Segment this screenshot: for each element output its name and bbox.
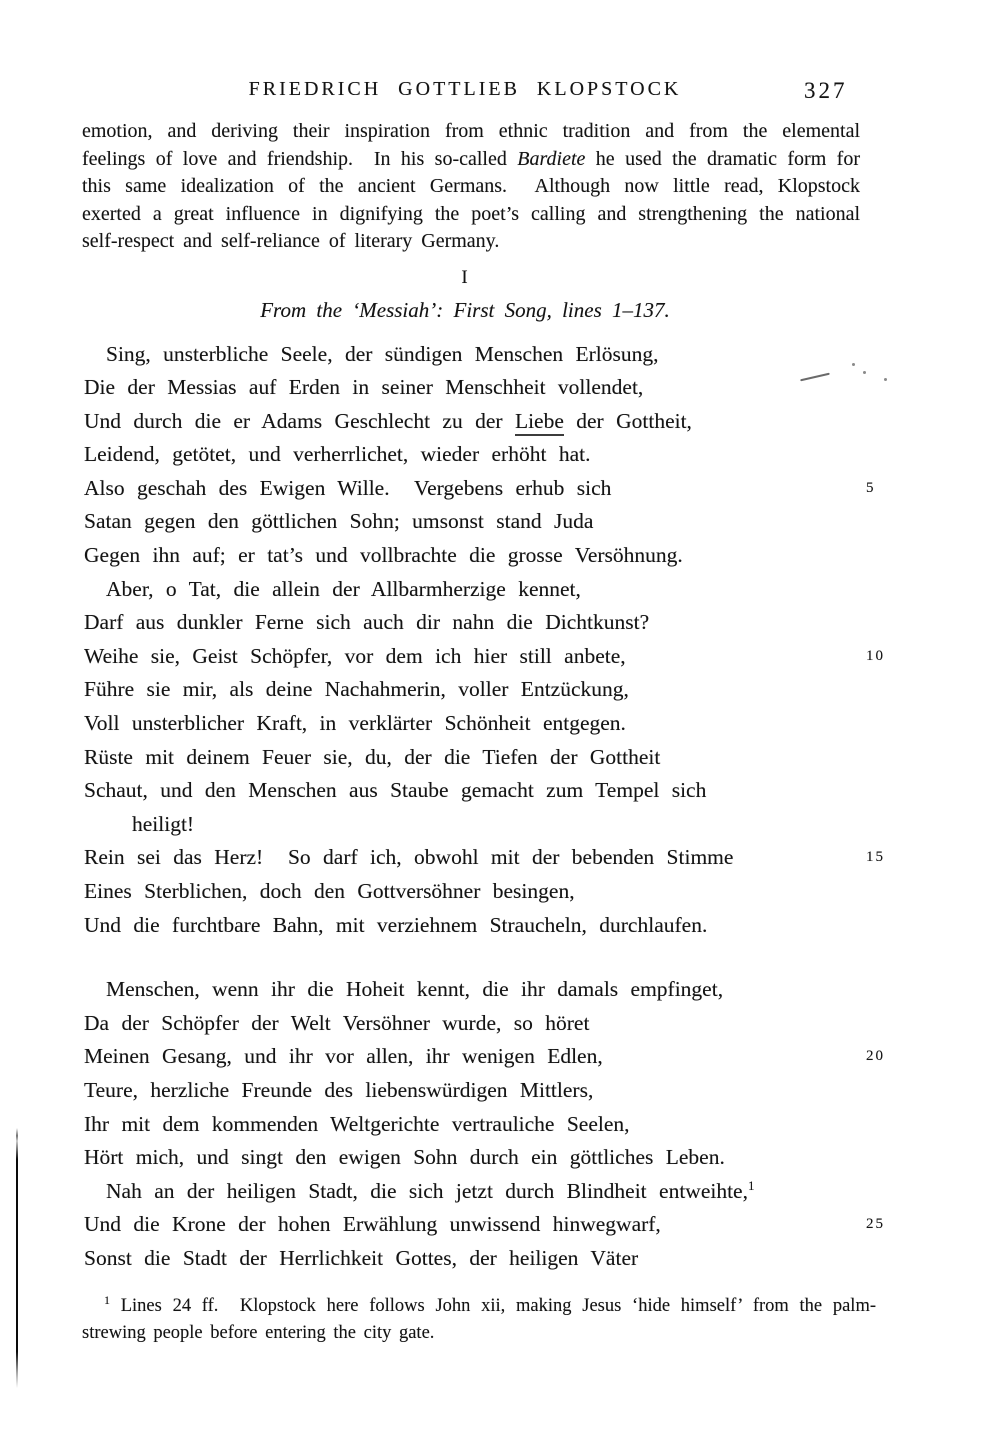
poem-line: Sonst die Stadt der Herrlichkeit Gottes, der heiligen Väter bbox=[84, 1245, 639, 1270]
scan-artifact-margin-line bbox=[16, 1128, 18, 1388]
poem-line: Und die Krone der hohen Erwählung unwissend hinwegwarf, 25 bbox=[84, 1212, 885, 1237]
footnote bbox=[82, 1293, 876, 1347]
poem-line: Sing, unsterbliche Seele, der sündigen Menschen Erlösung, bbox=[106, 341, 659, 366]
intro-italic-word: Bardiete bbox=[517, 147, 586, 170]
intro-text-pre: emotion, and deriving their inspiration from ethnic tradition and from the elemental feelings of love and friendship. In his so-called bbox=[82, 120, 869, 170]
poem-line: heiligt! bbox=[132, 811, 195, 836]
poem-line: Und durch die er Adams Geschlecht zu der Liebe der Gottheit, bbox=[84, 405, 964, 439]
poem-line: Menschen, wenn ihr die Hoheit kennt, die ihr damals empfinget, bbox=[106, 977, 724, 1002]
section-heading: From the ‘Messiah’: First Song, lines 1–137. bbox=[260, 297, 670, 322]
footnote-text: Lines 24 ff. Klopstock here follows John xii, making Jesus ‘hide himself’ from the palm-strewing people before entering the city gate. bbox=[82, 1295, 876, 1343]
poem-line: Rüste mit deinem Feuer sie, du, der die Tiefen der Gottheit bbox=[84, 744, 661, 769]
footnote-marker: 1 bbox=[104, 1292, 110, 1307]
section-number: I bbox=[461, 266, 469, 288]
page-header bbox=[0, 0, 930, 101]
poem-line: Die der Messias auf Erden in seiner Menschheit vollendet, bbox=[84, 375, 644, 400]
pencil-mark-dot bbox=[884, 378, 887, 381]
poem-line: Meinen Gesang, und ihr vor allen, ihr wenigen Edlen, 20 bbox=[84, 1044, 885, 1069]
poem-line: Darf aus dunkler Ferne sich auch dir nahn die Dichtkunst? bbox=[84, 610, 650, 635]
poem-line: Schaut, und den Menschen aus Staube gemacht zum Tempel sich bbox=[84, 778, 707, 803]
poem bbox=[84, 338, 964, 1276]
poem-line: Also geschah des Ewigen Wille. Vergebens erhub sich 5 bbox=[84, 475, 876, 500]
poem-line: Hört mich, und singt den ewigen Sohn durch ein göttliches Leben. bbox=[84, 1145, 725, 1170]
poem-line: Leidend, getötet, und verherrlichet, wieder erhöht hat. bbox=[84, 442, 591, 467]
poem-line: Aber, o Tat, die allein der Allbarmherzige kennet, bbox=[106, 576, 581, 601]
footnote-reference: 1 bbox=[747, 1177, 755, 1193]
poem-line: Und die furchtbare Bahn, mit verziehnem Straucheln, durchlaufen. bbox=[84, 912, 708, 937]
intro-paragraph bbox=[82, 118, 869, 256]
intro-text-post: he used the dramatic form for this same idealization of the ancient Germans. Although now little read, Klopstock exerted a great influence in dignifying the poet’s calling and strengthening the national self-respect and self-reliance of literary Germany. bbox=[82, 147, 869, 252]
line-number: 5 bbox=[866, 479, 876, 496]
poem-line: Teure, herzliche Freunde des liebenswürdigen Mittlers, bbox=[84, 1077, 594, 1102]
poem-line: Ihr mit dem kommenden Weltgerichte vertrauliche Seelen, bbox=[84, 1111, 630, 1136]
line-number: 20 bbox=[866, 1048, 885, 1065]
poem-line: Nah an der heiligen Stadt, die sich jetzt durch Blindheit entweihte,$^1$ bbox=[106, 1177, 755, 1203]
poem-line: Rein sei das Herz! So darf ich, obwohl mit der bebenden Stimme 15 bbox=[84, 845, 885, 870]
line-number: 15 bbox=[866, 849, 885, 866]
poem-line: Satan gegen den göttlichen Sohn; umsonst stand Juda bbox=[84, 509, 594, 534]
poem-line: Weihe sie, Geist Schöpfer, vor dem ich hier still anbete, 10 bbox=[84, 643, 885, 668]
pencil-underlined-word: Liebe bbox=[515, 409, 564, 436]
poem-line: Eines Sterblichen, doch den Gottversöhner besingen, bbox=[84, 879, 575, 903]
page-number: 327 bbox=[804, 78, 848, 103]
line-number: 10 bbox=[866, 647, 885, 664]
line-number: 25 bbox=[866, 1216, 885, 1233]
running-header-title: FRIEDRICH GOTTLIEB KLOPSTOCK bbox=[248, 78, 682, 100]
pencil-mark-dot bbox=[863, 371, 866, 374]
poem-line: Gegen ihn auf; er tat’s und vollbrachte die grosse Versöhnung. bbox=[84, 543, 683, 568]
poem-line: Führe sie mir, als deine Nachahmerin, voller Entzückung, bbox=[84, 677, 629, 702]
poem-line: Voll unsterblicher Kraft, in verklärter Schönheit entgegen. bbox=[84, 711, 626, 736]
poem-line: Da der Schöpfer der Welt Versöhner wurde, so höret bbox=[84, 1010, 590, 1035]
pencil-mark-dot bbox=[852, 363, 855, 366]
